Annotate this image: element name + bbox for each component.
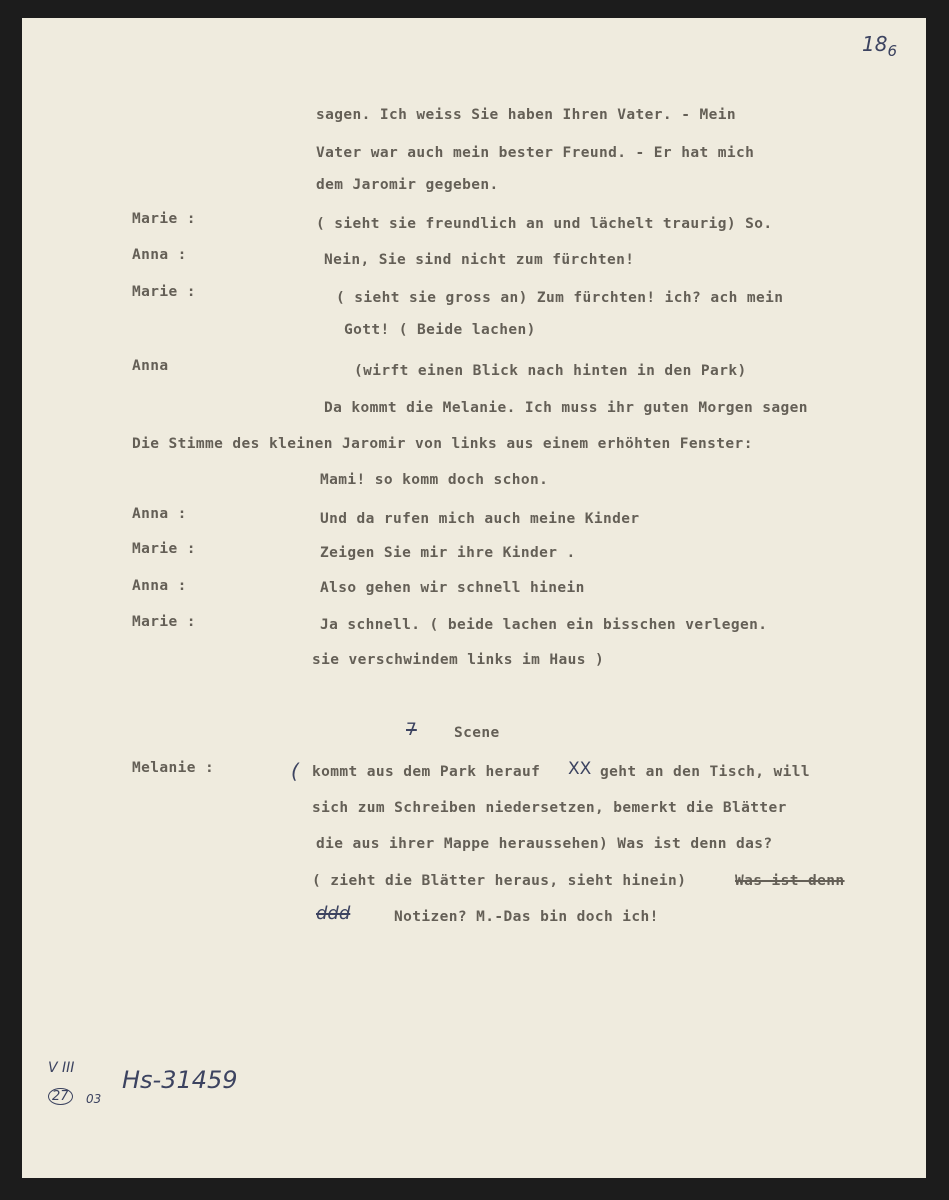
scribble-mark: ddd — [316, 903, 351, 924]
text-line: sagen. Ich weiss Sie haben Ihren Vater. - Mein — [316, 107, 736, 123]
text-line: (wirft einen Blick nach hinten in den Park) — [354, 363, 747, 379]
archive-signature: Hs-31459 — [122, 1066, 238, 1094]
text-line: kommt aus dem Park herauf — [312, 764, 541, 780]
text-line: die aus ihrer Mappe heraussehen) Was ist denn das? — [316, 836, 773, 852]
handwritten-scribble — [316, 903, 350, 924]
handwritten-cross-out: XX — [568, 759, 592, 779]
text-line: sie verschwindem links im Haus ) — [312, 652, 605, 668]
speaker-label: Anna : — [132, 506, 187, 522]
handwritten-paren: ( — [291, 759, 299, 783]
text-line: Mami! so komm doch schon. — [320, 472, 549, 488]
speaker-label: Anna : — [132, 578, 187, 594]
page-number-main: 18 — [862, 32, 888, 56]
text-line: ( zieht die Blätter heraus, sieht hinein) — [312, 873, 687, 889]
archive-roman: V III — [48, 1060, 75, 1076]
speaker-label: Marie : — [132, 211, 196, 227]
text-line: Die Stimme des kleinen Jaromir von links aus einem erhöhten Fenster: — [132, 436, 753, 452]
scene-number — [406, 720, 417, 740]
text-line: sich zum Schreiben niedersetzen, bemerkt die Blätter — [312, 800, 787, 816]
speaker-label: Anna — [132, 358, 169, 374]
text-line: Zeigen Sie mir ihre Kinder . — [320, 545, 576, 561]
text-line: Gott! ( Beide lachen) — [344, 322, 536, 338]
archive-circled-number: 27 — [48, 1088, 73, 1105]
speaker-label: Melanie : — [132, 760, 215, 776]
text-line: Also gehen wir schnell hinein — [320, 580, 585, 596]
speaker-label: Marie : — [132, 284, 196, 300]
page-number — [862, 32, 897, 60]
struck-text: Was ist denn — [735, 873, 845, 889]
text-line: Vater war auch mein bester Freund. - Er hat mich — [316, 145, 755, 161]
speaker-label: Marie : — [132, 541, 196, 557]
text-line: Ja schnell. ( beide lachen ein bisschen verlegen. — [320, 617, 768, 633]
text-line: dem Jaromir gegeben. — [316, 177, 499, 193]
text-line: ( sieht sie freundlich an und lächelt traurig) So. — [316, 216, 773, 232]
text-line: ( sieht sie gross an) Zum fürchten! ich? ach mein — [336, 290, 784, 306]
text-line: Nein, Sie sind nicht zum fürchten! — [324, 252, 635, 268]
page-number-sub: 6 — [887, 42, 897, 60]
speaker-label: Anna : — [132, 247, 187, 263]
text-line: Da kommt die Melanie. Ich muss ihr guten Morgen sagen — [324, 400, 808, 416]
scene-number-value: 7 — [406, 720, 417, 740]
archive-suffix: 03 — [86, 1092, 102, 1106]
scene-heading: Scene — [454, 725, 500, 741]
text-line: geht an den Tisch, will — [600, 764, 810, 780]
text-line: Notizen? M.-Das bin doch ich! — [394, 909, 659, 925]
text-line: Und da rufen mich auch meine Kinder — [320, 511, 640, 527]
manuscript-page — [22, 18, 926, 1178]
speaker-label: Marie : — [132, 614, 196, 630]
